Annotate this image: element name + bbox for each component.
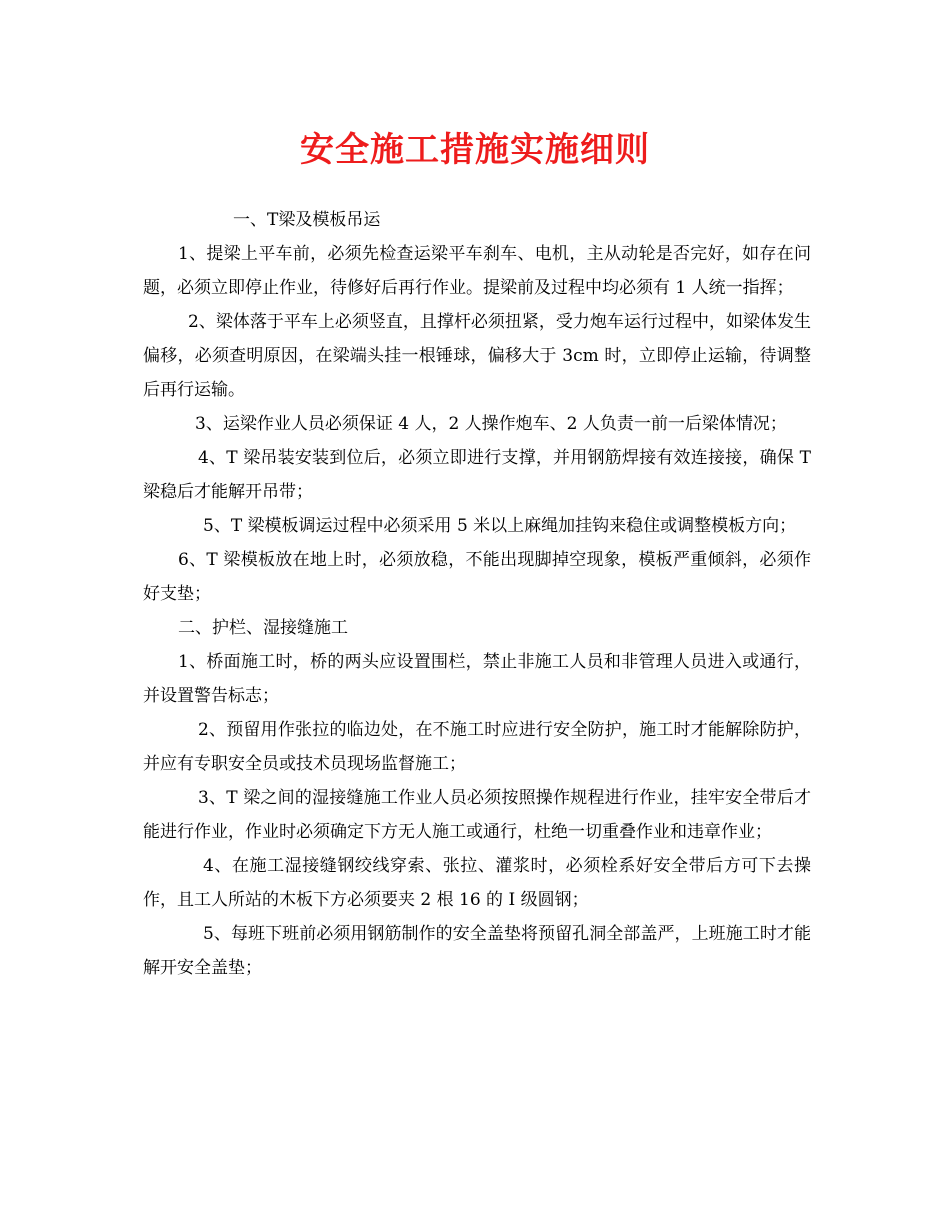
section-heading-2: 二、护栏、湿接缝施工 (178, 618, 348, 638)
section-heading-1: 一、T梁及模板吊运 (233, 210, 381, 230)
document-body (143, 203, 811, 985)
paragraph-2-4: 4、在施工湿接缝钢绞线穿索、张拉、灌浆时，必须栓系好安全带后方可下去操作，且工人所站的木板下方必须要夹 2 根 16 的 I 级圆钢； (143, 856, 811, 910)
paragraph-2-1: 1、桥面施工时，桥的两头应设置围栏，禁止非施工人员和非管理人员进入或通行，并设置警告标志； (143, 652, 811, 706)
paragraph-2-3: 3、T 梁之间的湿接缝施工作业人员必须按照操作规程进行作业，挂牢安全带后才能进行作业，作业时必须确定下方无人施工或通行，杜绝一切重叠作业和违章作业； (143, 788, 811, 842)
paragraph-1-2: 2、梁体落于平车上必须竖直，且撑杆必须扭紧，受力炮车运行过程中，如梁体发生偏移，必须查明原因，在梁端头挂一根锤球，偏移大于 3cm 时，立即停止运输，待调整后再行运输。 (143, 312, 811, 400)
document-title: 安全施工措施实施细则 (300, 130, 650, 170)
paragraph-2-2: 2、预留用作张拉的临边处，在不施工时应进行安全防护，施工时才能解除防护，并应有专职安全员或技术员现场监督施工； (143, 720, 811, 774)
paragraph-2-5: 5、每班下班前必须用钢筋制作的安全盖垫将预留孔洞全部盖严，上班施工时才能解开安全盖垫； (143, 924, 811, 978)
paragraph-1-5: 5、T 梁模板调运过程中必须采用 5 米以上麻绳加挂钩来稳住或调整模板方向； (203, 516, 797, 536)
paragraph-1-3: 3、运梁作业人员必须保证 4 人，2 人操作炮车、2 人负责一前一后梁体情况； (195, 414, 787, 434)
paragraph-1-6: 6、T 梁模板放在地上时，必须放稳，不能出现脚掉空现象，模板严重倾斜，必须作好支垫； (143, 550, 811, 604)
paragraph-1-1: 1、提梁上平车前，必须先检查运梁平车刹车、电机，主从动轮是否完好，如存在问题，必须立即停止作业，待修好后再行作业。提梁前及过程中均必须有 1 人统一指挥； (143, 244, 811, 298)
paragraph-1-4: 4、T 梁吊装安装到位后，必须立即进行支撑，并用钢筋焊接有效连接接，确保 T 梁稳后才能解开吊带； (143, 448, 811, 502)
